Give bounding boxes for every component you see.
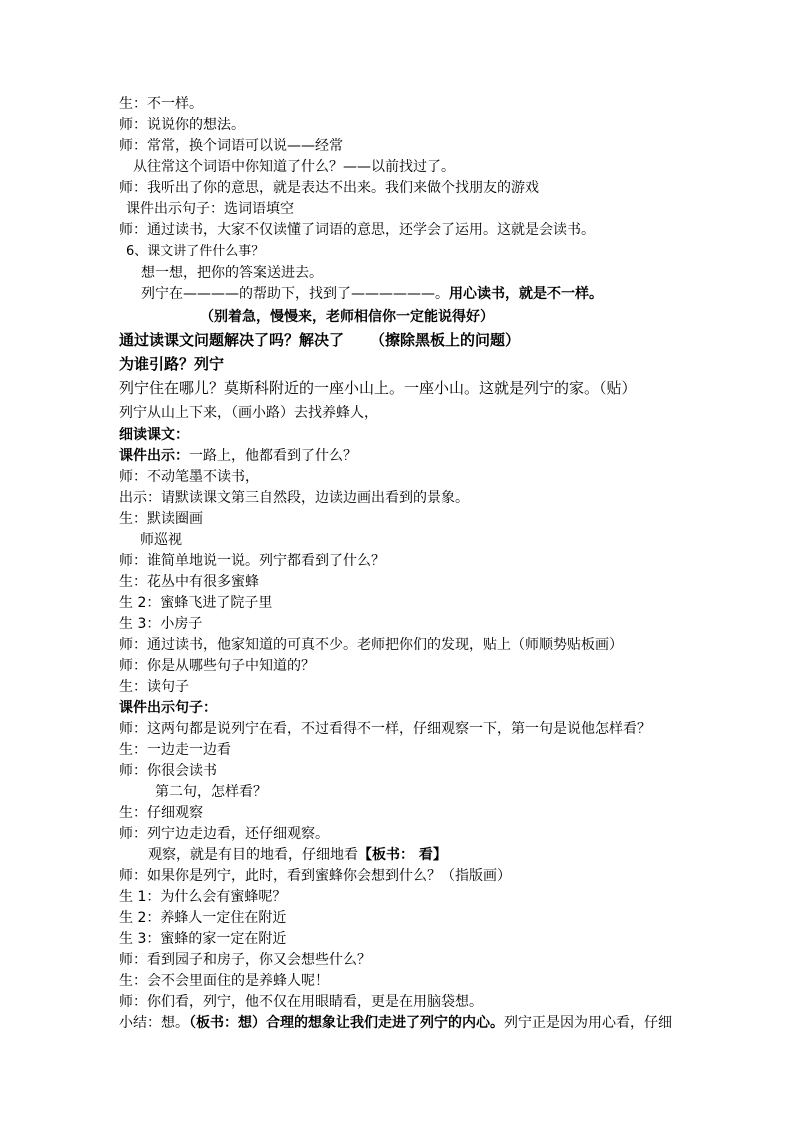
text-line: 生 3：小房子 — [119, 616, 203, 632]
summary-label: 小结：想。 — [119, 1015, 189, 1031]
text-line: 师：看到园子和房子，你又会想些什么？ — [119, 952, 371, 968]
bold-label: 课件出示： — [119, 448, 189, 464]
text-line: 生 2：养蜂人一定住在附近 — [119, 910, 287, 926]
text-line: 生：不一样。 — [119, 96, 203, 112]
text-line: 生：默读圈画 — [119, 511, 203, 527]
text-line: 师：谁简单地说一说。列宁都看到了什么？ — [119, 553, 385, 569]
bold-phrase: 用心读书，就是不一样。 — [449, 286, 603, 302]
text-line: 生：一边走一边看 — [119, 742, 231, 758]
text-line: 生：仔细观察 — [119, 805, 203, 821]
text-line: 从往常这个词语中你知道了什么？——以前找过了。 — [133, 159, 455, 175]
bold-question: 通过读课文问题解决了吗？解决了 — [119, 331, 345, 349]
text-line: 列宁从山上下来，（画小路）去找养蜂人， — [119, 405, 378, 421]
text-line: 师：通过读书，他家知道的可真不少。老师把你们的发现，贴上（师顺势贴板画） — [119, 637, 623, 653]
text-line: 课件出示句子：选词语填空 — [126, 201, 294, 217]
text-line: 师：说说你的想法。 — [119, 117, 245, 133]
text-line: 生 3：蜜蜂的家一定在附近 — [119, 931, 287, 947]
text-line — [141, 285, 603, 303]
bold-heading: 为谁引路？列宁 — [119, 355, 225, 373]
text-line: 师：你是从哪些句子中知道的？ — [119, 658, 315, 674]
text-line: 师：不动笔墨不读书， — [119, 469, 259, 485]
text-line: 生：花丛中有很多蜜蜂 — [119, 574, 259, 590]
fill-in-sentence: 列宁在————的帮助下，找到了——————。 — [141, 286, 449, 302]
summary-line — [119, 1014, 672, 1032]
section-heading: 6、课文讲了件什么事？ — [126, 244, 265, 259]
bold-heading — [119, 330, 520, 350]
text-line: 想一想，把你的答案送进去。 — [141, 265, 323, 281]
text-line: 师巡视 — [140, 532, 182, 548]
bold-heading: 细读课文： — [119, 427, 189, 443]
text-line: 师：这两句都是说列宁在看，不过看得不一样，仔细观察一下，第一句是说他怎样看？ — [119, 721, 651, 737]
text-line: 师：如果你是列宁，此时，看到蜜蜂你会想到什么？（指版画） — [119, 868, 511, 884]
text-line — [119, 447, 357, 465]
question-text: 一路上，他都看到了什么？ — [189, 448, 357, 464]
text-line: 师：通过读书，大家不仅读懂了词语的意思，还学会了运用。这就是会读书。 — [119, 222, 595, 238]
text-line: 列宁住在哪儿？莫斯科附近的一座小山上。一座小山。这就是列宁的家。（贴） — [119, 379, 637, 397]
text-line: 师：你很会读书 — [119, 763, 217, 779]
text-line: 生：会不会里面住的是养蜂人呢！ — [119, 973, 329, 989]
bold-note: （擦除黑板上的问题） — [370, 331, 521, 349]
text-line: 出示：请默读课文第三自然段，边读边画出看到的景象。 — [119, 490, 469, 506]
bold-summary: （板书：想）合理的想象让我们走进了列宁的内心。 — [189, 1015, 504, 1031]
text-line: 师：我听出了你的意思，就是表达不出来。我们来做个找朋友的游戏 — [119, 180, 539, 196]
bold-heading: 课件出示句子： — [119, 700, 217, 716]
text-line: 第二句，怎样看？ — [155, 784, 267, 800]
explanation-text: 观察，就是有目的地看，仔细地看 — [148, 847, 358, 863]
encouragement-note: （别着急，慢慢来，老师相信你一定能说得好） — [200, 309, 494, 325]
summary-text: 列宁正是因为用心看，仔细 — [504, 1015, 672, 1031]
text-line: 师：列宁边走边看，还仔细观察。 — [119, 826, 329, 842]
text-line: 生：读句子 — [119, 679, 189, 695]
text-line: 师：常常，换个词语可以说——经常 — [119, 138, 343, 154]
text-line — [148, 846, 447, 864]
text-line: 师：你们看，列宁，他不仅在用眼睛看，更是在用脑袋想。 — [119, 994, 483, 1010]
text-line: 生 1：为什么会有蜜蜂呢？ — [119, 889, 287, 905]
board-note: 【板书： 看】 — [358, 847, 447, 863]
text-line: 生 2：蜜蜂飞进了院子里 — [119, 595, 273, 611]
